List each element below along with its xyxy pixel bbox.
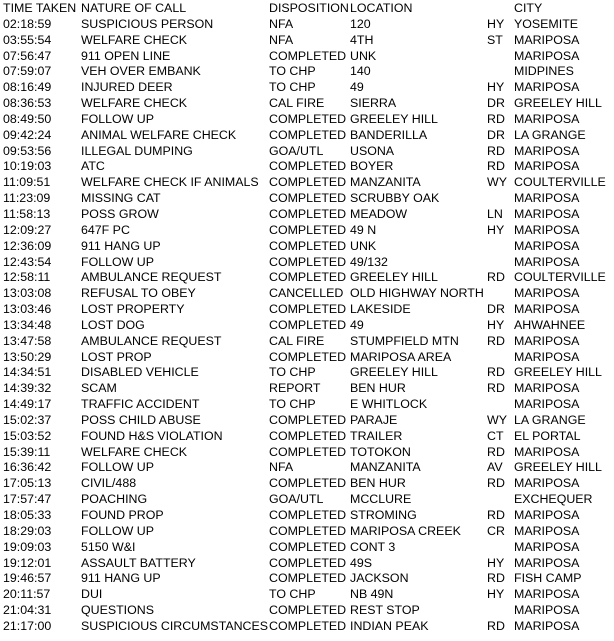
call-time: 09:53:56 xyxy=(3,143,52,158)
call-city: MARIPOSA xyxy=(514,159,580,174)
call-time: 21:17:00 xyxy=(3,618,52,633)
call-street-suffix: RD xyxy=(487,476,505,491)
call-city: MARIPOSA xyxy=(514,508,580,522)
call-nature: FOUND PROP xyxy=(81,508,164,522)
call-location: BEN HUR xyxy=(350,381,406,396)
call-street-suffix: RD xyxy=(487,159,505,174)
call-location: USONA xyxy=(350,143,395,158)
call-city: COULTERVILLE xyxy=(514,175,606,190)
call-disposition: COMPLETED xyxy=(269,349,347,364)
call-time: 13:34:48 xyxy=(3,317,52,332)
call-city: FISH CAMP xyxy=(514,571,582,586)
header-time: TIME TAKEN xyxy=(3,1,77,15)
call-disposition: TO CHP xyxy=(269,80,316,95)
call-nature: POSS GROW xyxy=(81,206,159,221)
call-nature: TRAFFIC ACCIDENT xyxy=(81,397,200,412)
call-city: MARIPOSA xyxy=(514,111,580,126)
call-nature: DUI xyxy=(81,587,103,602)
call-time: 13:47:58 xyxy=(3,333,52,348)
call-time: 15:03:52 xyxy=(3,428,52,443)
call-time: 12:43:54 xyxy=(3,254,52,269)
call-city: MARIPOSA xyxy=(514,349,580,364)
call-location: 120 xyxy=(350,16,371,31)
call-time: 07:56:47 xyxy=(3,48,52,63)
call-location: E WHITLOCK xyxy=(350,397,428,412)
call-street-suffix: RD xyxy=(487,381,505,396)
call-location: MARIPOSA CREEK xyxy=(350,523,461,538)
call-disposition: COMPLETED xyxy=(269,412,347,427)
call-nature: WELFARE CHECK IF ANIMALS xyxy=(81,175,259,190)
call-street-suffix: HY xyxy=(487,317,505,332)
call-location: LAKESIDE xyxy=(350,302,411,317)
call-disposition: COMPLETED xyxy=(269,159,347,174)
call-time: 12:58:11 xyxy=(3,270,51,285)
call-city: MARIPOSA xyxy=(514,286,580,301)
header-nature: NATURE OF CALL xyxy=(81,1,187,15)
call-street-suffix: RD xyxy=(487,333,505,348)
call-time: 11:58:13 xyxy=(3,206,51,221)
call-location: 4TH xyxy=(350,32,374,47)
call-disposition: NFA xyxy=(269,16,294,31)
call-city: MARIPOSA xyxy=(514,397,580,412)
call-disposition: TO CHP xyxy=(269,397,316,412)
call-location: BOYER xyxy=(350,159,394,174)
call-location: 49S xyxy=(350,555,373,570)
call-street-suffix: HY xyxy=(487,222,505,237)
call-nature: MISSING CAT xyxy=(81,191,161,206)
call-location: PARAJE xyxy=(350,412,398,427)
call-disposition: COMPLETED xyxy=(269,48,347,63)
call-city: MARIPOSA xyxy=(514,618,580,633)
call-nature: WELFARE CHECK xyxy=(81,32,188,47)
call-city: MARIPOSA xyxy=(514,48,580,63)
call-time: 14:39:32 xyxy=(3,381,52,396)
call-street-suffix: HY xyxy=(487,80,505,95)
call-city: GREELEY HILL xyxy=(514,460,602,475)
call-location: 49 N xyxy=(350,222,377,237)
call-disposition: COMPLETED xyxy=(269,539,347,554)
call-time: 18:29:03 xyxy=(3,523,52,538)
call-time: 08:49:50 xyxy=(3,111,52,126)
call-street-suffix: ST xyxy=(487,32,503,47)
call-location: MARIPOSA AREA xyxy=(350,349,452,364)
call-location: TOTOKON xyxy=(350,444,411,459)
call-street-suffix: AV xyxy=(487,460,503,475)
call-disposition: COMPLETED xyxy=(269,254,347,269)
call-time: 19:09:03 xyxy=(3,539,52,554)
call-city: MARIPOSA xyxy=(514,603,580,618)
call-city: EXCHEQUER xyxy=(514,492,593,507)
call-nature: LOST PROP xyxy=(81,349,152,364)
call-disposition: COMPLETED xyxy=(269,302,347,317)
call-time: 13:03:08 xyxy=(3,286,52,301)
call-location: UNK xyxy=(350,238,377,253)
call-nature: POACHING xyxy=(81,492,148,507)
call-disposition: COMPLETED xyxy=(269,571,347,586)
call-disposition: TO CHP xyxy=(269,365,316,380)
call-location: MCCLURE xyxy=(350,492,412,507)
call-disposition: COMPLETED xyxy=(269,238,347,253)
call-nature: LOST DOG xyxy=(81,317,145,332)
call-disposition: COMPLETED xyxy=(269,476,347,491)
call-disposition: COMPLETED xyxy=(269,127,347,142)
call-time: 13:03:46 xyxy=(3,302,52,317)
call-city: MARIPOSA xyxy=(514,333,580,348)
call-disposition: COMPLETED xyxy=(269,222,347,237)
call-city: MARIPOSA xyxy=(514,254,580,269)
call-location: MANZANITA xyxy=(350,460,421,475)
call-nature: SUSPICIOUS CIRCUMSTANCES xyxy=(81,618,269,633)
call-nature: FOLLOW UP xyxy=(81,111,154,126)
call-time: 03:55:54 xyxy=(3,32,52,47)
call-street-suffix: RD xyxy=(487,508,505,522)
call-location: BEN HUR xyxy=(350,476,406,491)
call-disposition: COMPLETED xyxy=(269,317,347,332)
call-disposition: COMPLETED xyxy=(269,206,347,221)
call-time: 15:39:11 xyxy=(3,444,51,459)
call-disposition: NFA xyxy=(269,32,294,47)
call-location: MEADOW xyxy=(350,206,408,221)
call-disposition: COMPLETED xyxy=(269,175,347,190)
call-location: GREELEY HILL xyxy=(350,111,438,126)
call-street-suffix: CR xyxy=(487,523,505,538)
call-location: INDIAN PEAK xyxy=(350,618,429,633)
call-city: MARIPOSA xyxy=(514,238,580,253)
call-location: STROMING xyxy=(350,508,417,522)
call-city: GREELEY HILL xyxy=(514,96,602,111)
call-time: 15:02:37 xyxy=(3,412,52,427)
call-time: 14:34:51 xyxy=(3,365,52,380)
call-nature: FOUND H&S VIOLATION xyxy=(81,428,223,443)
call-street-suffix: DR xyxy=(487,302,505,317)
call-street-suffix: RD xyxy=(487,270,505,285)
call-disposition: GOA/UTL xyxy=(269,492,324,507)
call-time: 08:36:53 xyxy=(3,96,52,111)
call-city: EL PORTAL xyxy=(514,428,581,443)
call-street-suffix: CT xyxy=(487,428,504,443)
call-nature: 911 OPEN LINE xyxy=(81,48,171,63)
call-location: JACKSON xyxy=(350,571,409,586)
call-disposition: CAL FIRE xyxy=(269,96,325,111)
call-city: GREELEY HILL xyxy=(514,365,602,380)
call-disposition: COMPLETED xyxy=(269,508,347,522)
call-nature: 911 HANG UP xyxy=(81,238,161,253)
call-nature: VEH OVER EMBANK xyxy=(81,64,201,79)
call-nature: WELFARE CHECK xyxy=(81,96,188,111)
call-nature: FOLLOW UP xyxy=(81,460,154,475)
call-street-suffix: LN xyxy=(487,206,503,221)
call-city: MARIPOSA xyxy=(514,206,580,221)
call-time: 11:23:09 xyxy=(3,191,51,206)
call-disposition: COMPLETED xyxy=(269,603,347,618)
call-time: 19:46:57 xyxy=(3,571,52,586)
call-location: 49 xyxy=(350,80,364,95)
call-city: MARIPOSA xyxy=(514,302,580,317)
call-street-suffix: DR xyxy=(487,96,505,111)
call-nature: 5150 W&I xyxy=(81,539,136,554)
call-nature: POSS CHILD ABUSE xyxy=(81,412,201,427)
call-time: 13:50:29 xyxy=(3,349,52,364)
call-street-suffix: RD xyxy=(487,365,505,380)
call-nature: DISABLED VEHICLE xyxy=(81,365,199,380)
call-location: SCRUBBY OAK xyxy=(350,191,440,206)
call-disposition: COMPLETED xyxy=(269,191,347,206)
call-nature: CIVIL/488 xyxy=(81,476,137,491)
call-time: 18:05:33 xyxy=(3,508,52,522)
call-nature: SCAM xyxy=(81,381,117,396)
call-city: MARIPOSA xyxy=(514,476,580,491)
call-nature: FOLLOW UP xyxy=(81,523,154,538)
call-nature: QUESTIONS xyxy=(81,603,154,618)
call-nature: INJURED DEER xyxy=(81,80,173,95)
call-time: 14:49:17 xyxy=(3,397,52,412)
call-nature: 911 HANG UP xyxy=(81,571,161,586)
call-time: 20:11:57 xyxy=(3,587,51,602)
call-location: SIERRA xyxy=(350,96,397,111)
call-street-suffix: RD xyxy=(487,444,505,459)
call-city: MARIPOSA xyxy=(514,381,580,396)
call-disposition: NFA xyxy=(269,460,294,475)
call-city: YOSEMITE xyxy=(514,16,579,31)
call-city: COULTERVILLE xyxy=(514,270,606,285)
call-disposition: COMPLETED xyxy=(269,444,347,459)
call-disposition: CAL FIRE xyxy=(269,333,325,348)
header-disposition: DISPOSITION xyxy=(269,1,349,15)
call-location: CONT 3 xyxy=(350,539,396,554)
call-location: NB 49N xyxy=(350,587,394,602)
call-city: MARIPOSA xyxy=(514,143,580,158)
call-location: GREELEY HILL xyxy=(350,365,438,380)
call-time: 17:05:13 xyxy=(3,476,52,491)
call-street-suffix: WY xyxy=(487,175,507,190)
header-location: LOCATION xyxy=(350,1,413,15)
call-location: MANZANITA xyxy=(350,175,421,190)
call-nature: LOST PROPERTY xyxy=(81,302,185,317)
call-nature: ASSAULT BATTERY xyxy=(81,555,196,570)
call-time: 17:57:47 xyxy=(3,492,52,507)
call-city: MARIPOSA xyxy=(514,444,580,459)
call-time: 07:59:07 xyxy=(3,64,52,79)
call-nature: ANIMAL WELFARE CHECK xyxy=(81,127,237,142)
call-location: UNK xyxy=(350,48,377,63)
call-time: 12:36:09 xyxy=(3,238,52,253)
call-location: 140 xyxy=(350,64,371,79)
call-street-suffix: HY xyxy=(487,587,505,602)
call-nature: ATC xyxy=(81,159,105,174)
call-city: MARIPOSA xyxy=(514,523,580,538)
call-time: 10:19:03 xyxy=(3,159,52,174)
call-nature: AMBULANCE REQUEST xyxy=(81,270,222,285)
call-disposition: TO CHP xyxy=(269,587,316,602)
call-location: STUMPFIELD MTN xyxy=(350,333,459,348)
call-location: BANDERILLA xyxy=(350,127,428,142)
call-location: GREELEY HILL xyxy=(350,270,438,285)
call-city: MARIPOSA xyxy=(514,222,580,237)
call-location: 49 xyxy=(350,317,364,332)
call-city: MARIPOSA xyxy=(514,32,580,47)
call-street-suffix: HY xyxy=(487,16,505,31)
call-time: 08:16:49 xyxy=(3,80,52,95)
call-street-suffix: RD xyxy=(487,111,505,126)
call-disposition: COMPLETED xyxy=(269,111,347,126)
call-nature: WELFARE CHECK xyxy=(81,444,188,459)
call-location: REST STOP xyxy=(350,603,420,618)
call-time: 11:09:51 xyxy=(3,175,51,190)
call-street-suffix: DR xyxy=(487,127,505,142)
call-city: LA GRANGE xyxy=(514,412,586,427)
call-nature: 647F PC xyxy=(81,222,130,237)
call-city: MARIPOSA xyxy=(514,80,580,95)
call-city: MARIPOSA xyxy=(514,555,580,570)
call-street-suffix: WY xyxy=(487,412,507,427)
call-disposition: REPORT xyxy=(269,381,321,396)
call-disposition: COMPLETED xyxy=(269,618,347,633)
call-disposition: COMPLETED xyxy=(269,428,347,443)
call-location: 49/132 xyxy=(350,254,388,269)
call-disposition: COMPLETED xyxy=(269,555,347,570)
call-street-suffix: RD xyxy=(487,571,505,586)
call-city: MARIPOSA xyxy=(514,191,580,206)
call-nature: REFUSAL TO OBEY xyxy=(81,286,196,301)
call-city: AHWAHNEE xyxy=(514,317,586,332)
call-location: TRAILER xyxy=(350,428,403,443)
call-time: 09:42:24 xyxy=(3,127,52,142)
call-time: 02:18:59 xyxy=(3,16,52,31)
call-disposition: COMPLETED xyxy=(269,523,347,538)
header-city: CITY xyxy=(514,1,543,15)
call-city: LA GRANGE xyxy=(514,127,586,142)
call-nature: AMBULANCE REQUEST xyxy=(81,333,222,348)
call-location: OLD HIGHWAY NORTH xyxy=(350,286,484,301)
call-street-suffix: RD xyxy=(487,143,505,158)
call-nature: ILLEGAL DUMPING xyxy=(81,143,193,158)
call-time: 12:09:27 xyxy=(3,222,52,237)
call-disposition: COMPLETED xyxy=(269,270,347,285)
call-street-suffix: RD xyxy=(487,618,505,633)
call-time: 21:04:31 xyxy=(3,603,52,618)
call-city: MARIPOSA xyxy=(514,587,580,602)
call-disposition: CANCELLED xyxy=(269,286,344,301)
call-nature: SUSPICIOUS PERSON xyxy=(81,16,214,31)
call-time: 16:36:42 xyxy=(3,460,52,475)
call-disposition: GOA/UTL xyxy=(269,143,324,158)
call-time: 19:12:01 xyxy=(3,555,52,570)
call-city: MARIPOSA xyxy=(514,539,580,554)
call-street-suffix: HY xyxy=(487,555,505,570)
call-city: MIDPINES xyxy=(514,64,574,79)
call-disposition: TO CHP xyxy=(269,64,316,79)
call-nature: FOLLOW UP xyxy=(81,254,154,269)
